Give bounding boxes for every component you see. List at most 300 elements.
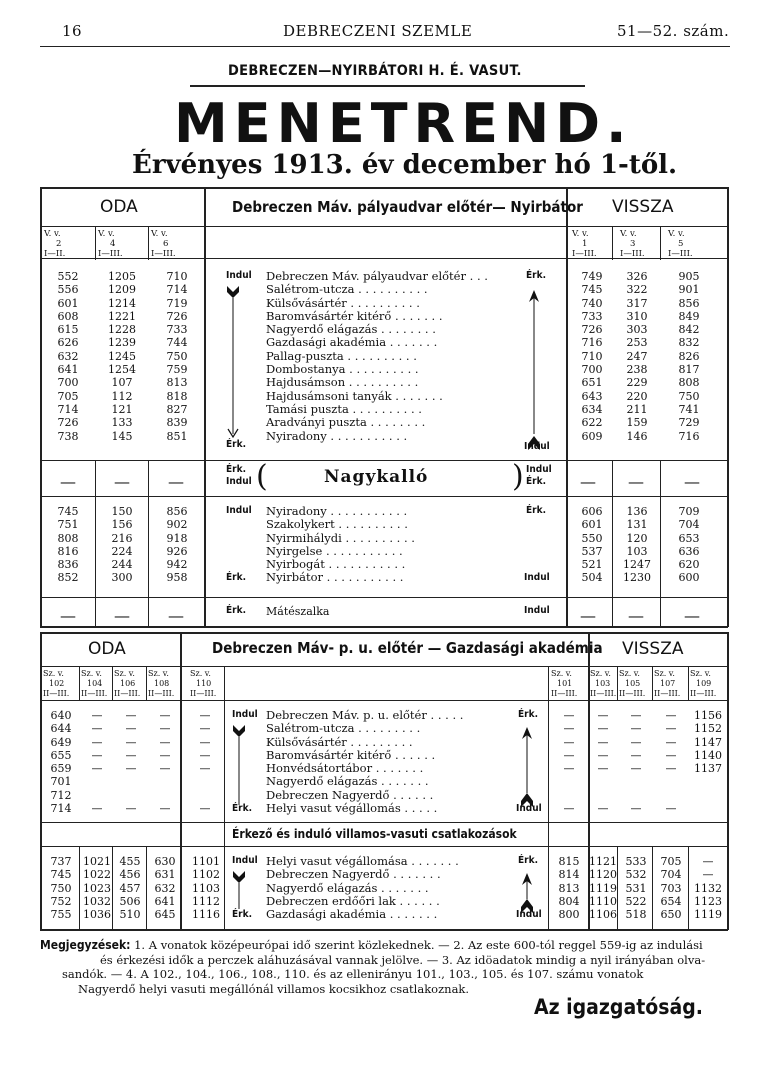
empty-cell: — [125, 802, 137, 816]
empty-cell: — [159, 748, 171, 762]
empty-cell: — [125, 735, 137, 749]
cell: 457 [119, 881, 141, 895]
s3-station-divider-r [548, 666, 549, 929]
journal-title: DEBRECZENI SZEMLE [283, 22, 473, 40]
s1-vissza-divider [566, 187, 568, 627]
cell: 832 [678, 336, 700, 350]
cell: 1032 [83, 894, 111, 908]
mat-dash-o6: — [168, 606, 184, 625]
s3-col-rule-c [146, 666, 147, 701]
cell: 942 [166, 558, 188, 572]
s1-col-o2 [46, 270, 90, 443]
cell: Debreczen Máv. pályaudvar előtér . . . [266, 269, 488, 283]
cell: 506 [119, 894, 141, 908]
s3-head-101: Sz. v. 101 II—III. [551, 669, 578, 698]
s3-col-106 [118, 709, 144, 815]
cell: 1023 [83, 881, 111, 895]
s1-head-rule [40, 226, 728, 227]
s1-indul-label: Indul [226, 270, 252, 281]
cell: 1140 [694, 748, 722, 762]
empty-cell: — [91, 722, 103, 736]
empty-cell: — [563, 722, 575, 736]
cell: 842 [678, 323, 700, 337]
cell: 714 [166, 283, 188, 297]
empty-cell: — [665, 748, 677, 762]
empty-cell: — [125, 709, 137, 722]
cell: 641 [57, 363, 79, 377]
s3-col-105 [622, 709, 650, 815]
cell: 229 [626, 376, 648, 390]
s3-erk-label: Érk. [232, 803, 252, 814]
cell: Debreczen erdőőri lak . . . . . . [266, 893, 440, 908]
cell: 159 [626, 416, 648, 430]
s4-col-o2 [82, 855, 112, 921]
cell: Debreczen Nagyerdő . . . . . . [266, 787, 434, 802]
s3-route-title: Debreczen Máv- p. u. előtér — Gazdasági akadémia [212, 639, 603, 657]
s4-erk-right-label: Érk. [518, 855, 538, 866]
s2-indul-label: Indul [226, 505, 252, 516]
cell: 636 [678, 544, 700, 558]
cell: 253 [626, 336, 648, 350]
cell: Pallag-puszta . . . . . . . . . . [266, 348, 417, 363]
s1-oda-label: ODA [100, 197, 138, 217]
cell: 150 [111, 505, 133, 518]
s2-col-v3 [617, 505, 657, 585]
cell: 1036 [83, 908, 111, 922]
cell: 738 [57, 429, 79, 443]
s3-head-102: Sz. v. 102 II—III. [43, 669, 70, 698]
cell: Salétrom-utcza . . . . . . . . . . [266, 282, 428, 297]
cell: 655 [50, 748, 72, 762]
cell: 632 [154, 881, 176, 895]
s3-head-rule [40, 666, 728, 667]
cell: 745 [50, 868, 72, 882]
s2-col-o6 [155, 505, 199, 585]
cell: 1245 [108, 349, 136, 363]
empty-cell: — [199, 722, 211, 736]
cell: 1209 [108, 283, 136, 297]
empty-cell [152, 789, 178, 802]
s4-indul-right-label: Indul [516, 909, 542, 920]
empty-cell: — [665, 762, 677, 776]
mat-station-name: Mátészalka [266, 605, 330, 618]
empty-cell: — [125, 748, 137, 762]
empty-cell [118, 789, 144, 802]
empty-cell: — [159, 762, 171, 776]
empty-cell: — [597, 762, 609, 776]
cell: 510 [119, 908, 141, 922]
s3-oda-label: ODA [88, 639, 126, 659]
cell: 1022 [83, 868, 111, 882]
nk-station-name: Nagykalló [324, 467, 429, 487]
s1-head-v3: V. v. 3 I—III. [620, 229, 645, 259]
cell: 1110 [589, 894, 617, 908]
cell: 701 [50, 775, 72, 789]
s4-indul-label: Indul [232, 855, 258, 866]
s2-col-stations [266, 505, 516, 585]
s1-col-rule-c [95, 460, 96, 626]
railway-rule [190, 85, 585, 87]
mat-bottom-rule [40, 626, 728, 628]
s1-col-v1 [572, 270, 612, 443]
cell: 1132 [694, 881, 722, 895]
cell [692, 802, 724, 815]
cell: 705 [57, 389, 79, 403]
empty-cell: — [199, 802, 211, 816]
s4-col-v1 [554, 855, 584, 921]
notes-label: Megjegyzések: [40, 938, 131, 952]
cell: 131 [626, 518, 648, 532]
cell: Dombostanya . . . . . . . . . . [266, 362, 419, 377]
s4-col-v3 [622, 855, 650, 921]
s1-col-v5 [665, 270, 713, 443]
cell: 849 [678, 309, 700, 323]
s2-indul-right-label: Indul [524, 572, 550, 583]
empty-cell: — [91, 709, 103, 722]
notes-block [40, 938, 730, 996]
s4-col-v2 [588, 855, 618, 921]
s4-up-arrow-icon [520, 869, 534, 913]
empty-cell: — [630, 709, 642, 722]
cell: 556 [57, 283, 79, 297]
cell: 1228 [108, 323, 136, 337]
cell: 703 [660, 881, 682, 895]
cell: 640 [50, 709, 72, 722]
cell: 608 [57, 309, 79, 323]
s1-top-rule [40, 187, 728, 189]
s1-col-v3 [617, 270, 657, 443]
empty-cell [657, 789, 685, 802]
cell: 121 [111, 402, 133, 416]
cell: 107 [111, 376, 133, 390]
validity-line: Érvényes 1913. év december hó 1-től. [132, 150, 678, 180]
cell: 1205 [108, 270, 136, 283]
cell: 1214 [108, 296, 136, 310]
cell: Aradványi puszta . . . . . . . . [266, 415, 426, 430]
cell: 601 [581, 518, 603, 532]
empty-cell [554, 789, 584, 802]
cell: 1116 [192, 908, 220, 922]
s4-col-o4 [150, 855, 180, 921]
note-line-4: Nagyerdő helyi vasuti megállónál villamos kocsikhoz csatlakoznak. [78, 981, 470, 996]
s3-head-108: Sz. v. 108 II—III. [148, 669, 175, 698]
s1-head-v4: V. v. 4 I—III. [98, 229, 123, 259]
s1-col-stations [266, 270, 516, 443]
s3-col-104 [84, 709, 110, 815]
nk-dash-o2: — [60, 472, 76, 491]
empty-cell [554, 775, 584, 788]
cell: 650 [660, 908, 682, 922]
s2-erk-right-label: Érk. [526, 505, 546, 516]
s4-col-o1 [44, 855, 78, 921]
s3-col-109 [692, 709, 724, 815]
empty-cell: — [597, 709, 609, 722]
cell: 813 [558, 881, 580, 895]
cell: 741 [678, 402, 700, 416]
s3-bottom-rule [40, 822, 728, 823]
s1-route-title: Debreczen Máv. pályaudvar előtér— Nyirbátor [232, 198, 583, 216]
empty-cell [152, 775, 178, 788]
cell: 521 [581, 558, 603, 572]
empty-cell: — [665, 709, 677, 722]
cell: 531 [625, 881, 647, 895]
s2-bottom-rule [40, 597, 728, 598]
cell: Nagyerdő elágazás . . . . . . . [266, 880, 429, 895]
s1-col-rule-e [612, 226, 613, 260]
cell: 220 [626, 389, 648, 403]
cell: 156 [111, 518, 133, 532]
cell: 136 [626, 505, 648, 518]
cell: 518 [625, 908, 647, 922]
cell: 532 [625, 868, 647, 882]
cell: 1247 [623, 558, 651, 572]
empty-cell: — [91, 748, 103, 762]
cell: 901 [678, 283, 700, 297]
mat-dash-v1: — [580, 606, 596, 625]
s4-col-o3 [115, 855, 145, 921]
cell: Tamási puszta . . . . . . . . . . [266, 401, 422, 416]
cell: 712 [50, 788, 72, 802]
cell: 1120 [589, 868, 617, 882]
cell: 745 [581, 283, 603, 297]
empty-cell: — [665, 802, 677, 816]
cell: 755 [50, 908, 72, 922]
mat-indul-label: Indul [524, 605, 550, 616]
mat-dash-v3: — [628, 606, 644, 625]
cell: 622 [581, 416, 603, 430]
cell: 815 [558, 855, 580, 868]
s1-left-border [40, 187, 42, 627]
s3-top-rule [40, 632, 728, 634]
mat-dash-o2: — [60, 606, 76, 625]
cell: 813 [166, 376, 188, 390]
cell: 1101 [192, 855, 220, 868]
cell: 745 [57, 505, 79, 518]
cell: 1137 [694, 762, 722, 776]
nk-right-labels: Indul Érk. [526, 464, 552, 487]
s1-erk-right-label: Érk. [526, 270, 546, 281]
cell: 740 [581, 296, 603, 310]
empty-cell [190, 789, 220, 802]
cell: 552 [57, 270, 79, 283]
cell: 800 [558, 908, 580, 922]
cell: Honvédsátortábor . . . . . . . [266, 761, 424, 776]
nk-dash-v3: — [628, 472, 644, 491]
s1-erk-label: Érk. [226, 439, 246, 450]
cell: 716 [581, 336, 603, 350]
villamos-rule [40, 846, 728, 847]
cell: 733 [581, 309, 603, 323]
nk-left-labels: Érk. Indul [226, 464, 252, 487]
cell: 818 [166, 389, 188, 403]
s3-col-stations [266, 709, 516, 815]
cell: Baromvásártér kitérő . . . . . . . [266, 308, 443, 323]
nk-dash-v1: — [580, 472, 596, 491]
empty-cell: — [563, 709, 575, 722]
s3-subhead-rule [40, 700, 728, 701]
empty-cell: — [597, 735, 609, 749]
s4-col-o5 [190, 855, 222, 921]
empty-cell [590, 789, 616, 802]
cell: 958 [166, 571, 188, 585]
cell: 817 [678, 363, 700, 377]
railway-name: DEBRECZEN—NYIRBÁTORI H. É. VASUT. [228, 63, 522, 79]
s4-down-arrow-icon [232, 869, 246, 913]
s1-oda-divider [204, 187, 206, 627]
cell: 827 [166, 402, 188, 416]
cell: 533 [625, 855, 647, 868]
cell: 300 [111, 571, 133, 585]
s3-col-108 [152, 709, 178, 815]
s1-head-v5: V. v. 5 I—III. [668, 229, 693, 259]
cell: 310 [626, 309, 648, 323]
empty-cell [657, 775, 685, 788]
empty-cell: — [125, 762, 137, 776]
s3-indul-right-label: Indul [516, 803, 542, 814]
cell: Szakolykert . . . . . . . . . . [266, 517, 408, 532]
cell: 733 [166, 323, 188, 337]
cell: Salétrom-utcza . . . . . . . . . [266, 721, 421, 736]
empty-cell: — [630, 722, 642, 736]
cell: 1121 [589, 855, 617, 868]
cell: 808 [678, 376, 700, 390]
cell: 729 [678, 416, 700, 430]
s1-up-arrow-icon [527, 284, 541, 454]
cell: 1106 [589, 908, 617, 922]
cell: 726 [166, 309, 188, 323]
nk-bottom-rule [40, 496, 728, 497]
empty-cell: — [665, 722, 677, 736]
s1-head-v1: V. v. 1 I—III. [572, 229, 597, 259]
cell: 630 [154, 855, 176, 868]
cell: 750 [678, 389, 700, 403]
empty-cell: — [597, 802, 609, 816]
nk-dash-v5: — [684, 472, 700, 491]
s4-col-rule-a [79, 846, 80, 929]
cell: Baromvásártér kitérő . . . . . . [266, 747, 436, 762]
cell: 645 [154, 908, 176, 922]
cell: 326 [626, 270, 648, 283]
s3-col-rule-f [688, 666, 689, 701]
villamos-heading: Érkező és induló villamos-vasuti csatlakozások [232, 827, 517, 841]
cell: 744 [166, 336, 188, 350]
cell: Hajdusámson . . . . . . . . . . [266, 375, 419, 390]
cell: 1239 [108, 336, 136, 350]
s3-erk-right-label: Érk. [518, 709, 538, 720]
cell: 644 [50, 722, 72, 736]
cell: 653 [678, 531, 700, 545]
s3-oda-divider [180, 632, 182, 930]
cell: 1102 [192, 868, 220, 882]
cell: 700 [581, 363, 603, 377]
nk-right-bracket: ) [512, 459, 524, 494]
cell: 814 [558, 868, 580, 882]
empty-cell: — [597, 722, 609, 736]
s3-right-border [727, 632, 729, 930]
s1-col-o6 [155, 270, 199, 443]
empty-cell [84, 775, 110, 788]
cell: 649 [50, 735, 72, 749]
cell: 826 [678, 349, 700, 363]
cell: 1230 [623, 571, 651, 585]
empty-cell [118, 775, 144, 788]
s2-col-v5 [665, 505, 713, 585]
header-rule [40, 46, 730, 47]
mat-dash-v5: — [684, 606, 700, 625]
cell: 902 [166, 518, 188, 532]
empty-cell: — [563, 762, 575, 776]
cell: 455 [119, 855, 141, 868]
cell: Helyi vasut végállomás . . . . . [266, 801, 438, 816]
cell: 606 [581, 505, 603, 518]
cell: 839 [166, 416, 188, 430]
s1-bottom-rule [40, 460, 728, 461]
signature: Az igazgatóság. [534, 995, 703, 1019]
cell: 1123 [694, 894, 722, 908]
s4-col-stations [266, 855, 516, 921]
s1-col-rule-d [148, 460, 149, 626]
s1-indul-right-label: Indul [524, 441, 550, 452]
s4-bottom-rule [40, 929, 728, 931]
s4-col-rule-f [688, 846, 689, 929]
cell: 146 [626, 429, 648, 443]
cell: 926 [166, 544, 188, 558]
cell: Külsővásártér . . . . . . . . . . [266, 295, 420, 310]
cell: Nyiradony . . . . . . . . . . . [266, 504, 408, 518]
empty-cell: — [199, 748, 211, 762]
cell: 852 [57, 571, 79, 585]
empty-cell [84, 789, 110, 802]
empty-cell: — [159, 709, 171, 722]
empty-cell: — [630, 802, 642, 816]
page-number: 16 [62, 22, 83, 40]
cell: 751 [57, 518, 79, 532]
empty-cell: — [597, 748, 609, 762]
cell: 641 [154, 894, 176, 908]
cell: 1103 [192, 881, 220, 895]
empty-cell [622, 789, 650, 802]
s3-col-107 [657, 709, 685, 815]
s3-head-103: Sz. v. 103 II—III. [590, 669, 617, 698]
s1-col-rule-b [148, 226, 149, 260]
cell: 1147 [694, 735, 722, 749]
cell: 749 [581, 270, 603, 283]
cell: 620 [678, 558, 700, 572]
s3-head-105: Sz. v. 105 II—III. [619, 669, 646, 698]
s4-erk-label: Érk. [232, 909, 252, 920]
cell: 750 [166, 349, 188, 363]
s4-col-rule-b [112, 846, 113, 929]
cell: 1221 [108, 309, 136, 323]
empty-cell: — [563, 802, 575, 816]
s3-vissza-label: VISSZA [622, 639, 684, 659]
s3-head-104: Sz. v. 104 II—III. [81, 669, 108, 698]
cell: 704 [678, 518, 700, 532]
s2-col-o4 [100, 505, 144, 585]
cell: 726 [581, 323, 603, 337]
empty-cell: — [125, 722, 137, 736]
cell: 905 [678, 270, 700, 283]
cell: 522 [625, 894, 647, 908]
cell: Gazdasági akadémia . . . . . . . [266, 335, 438, 350]
cell: 651 [581, 376, 603, 390]
s3-left-border [40, 632, 42, 930]
s4-col-v5 [692, 855, 724, 921]
mat-erk-label: Érk. [226, 605, 246, 616]
cell: 216 [111, 531, 133, 545]
cell: Hajdusámsoni tanyák . . . . . . . [266, 388, 443, 403]
s4-col-rule-c [146, 846, 147, 929]
